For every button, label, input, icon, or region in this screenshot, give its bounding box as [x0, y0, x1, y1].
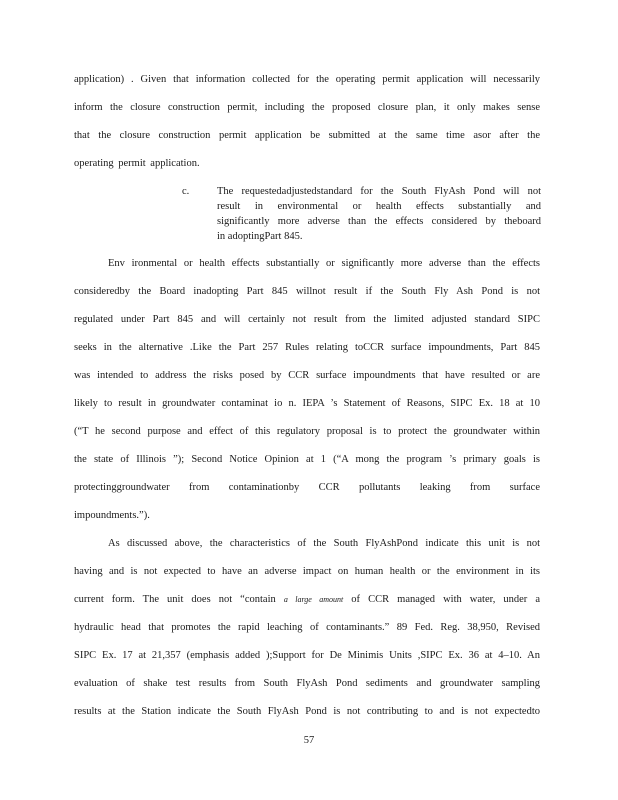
paragraph-line: inform the closure construction permit, including the proposed closure plan, it only makes sense [74, 102, 540, 113]
paragraph-line: Env ironmental or health effects substantially or significantly more adverse than the effects [108, 258, 540, 269]
section-heading-line: significantly more adverse than the effects considered by theboard [217, 216, 541, 227]
paragraph-line: that the closure construction permit application be submitted at the same time asor after the [74, 130, 540, 141]
section-heading-line: in adoptingPart 845. [217, 231, 303, 242]
page-number: 57 [303, 735, 315, 746]
paragraph-line: seeks in the alternative .Like the Part 257 Rules relating toCCR surface impoundments, Part 845 [74, 342, 540, 353]
paragraph-line: evaluation of shake test results from South FlyAsh Pond sediments and groundwater sampling [74, 678, 540, 689]
paragraph-line: consideredby the Board inadopting Part 845 willnot result if the South Fly Ash Pond is not [74, 286, 540, 297]
paragraph-line: As discussed above, the characteristics of the South FlyAshPond indicate this unit is not [108, 538, 540, 549]
paragraph-line: (“T he second purpose and effect of this regulatory proposal is to protect the groundwater within [74, 426, 540, 437]
paragraph-line: the state of Illinois ”); Second Notice Opinion at 1 (“A mong the program ’s primary goals is [74, 454, 540, 465]
paragraph-line: results at the Station indicate the South FlyAsh Pond is not contributing to and is not expectedto [74, 706, 540, 717]
section-heading-line: The requestedadjustedstandard for the South FlyAsh Pond will not [217, 186, 541, 197]
paragraph-line: operating permit application. [74, 158, 200, 169]
paragraph-line: SIPC Ex. 17 at 21,357 (emphasis added );Support for De Minimis Units ,SIPC Ex. 36 at 4–10. An [74, 650, 540, 661]
paragraph-segment: current form. The unit does not “contain [74, 594, 284, 605]
paragraph-line: regulated under Part 845 and will certainly not result from the limited adjusted standard SIPC [74, 314, 540, 325]
paragraph-line: likely to result in groundwater contaminat io n. IEPA ’s Statement of Reasons, SIPC Ex. 18 at 10 [74, 398, 540, 409]
paragraph-line: application) . Given that information collected for the operating permit application will necessarily [74, 74, 540, 85]
paragraph-line: having and is not expected to have an adverse impact on human health or the environment in its [74, 566, 540, 577]
paragraph-line: impoundments.”). [74, 510, 150, 521]
paragraph-line: hydraulic head that promotes the rapid leaching of contaminants.” 89 Fed. Reg. 38,950, Revised [74, 622, 540, 633]
paragraph-line: was intended to address the risks posed by CCR surface impoundments that have resulted or are [74, 370, 540, 381]
emphasis-text: a large amount [283, 595, 344, 604]
paragraph-segment: of CCR managed with water, under a [343, 594, 540, 605]
section-heading-line: result in environmental or health effects substantially and [217, 201, 541, 212]
section-item-label: c. [182, 186, 190, 197]
paragraph-line [74, 593, 540, 607]
paragraph-line: protectinggroundwater from contaminationby CCR pollutants leaking from surface [74, 482, 540, 493]
